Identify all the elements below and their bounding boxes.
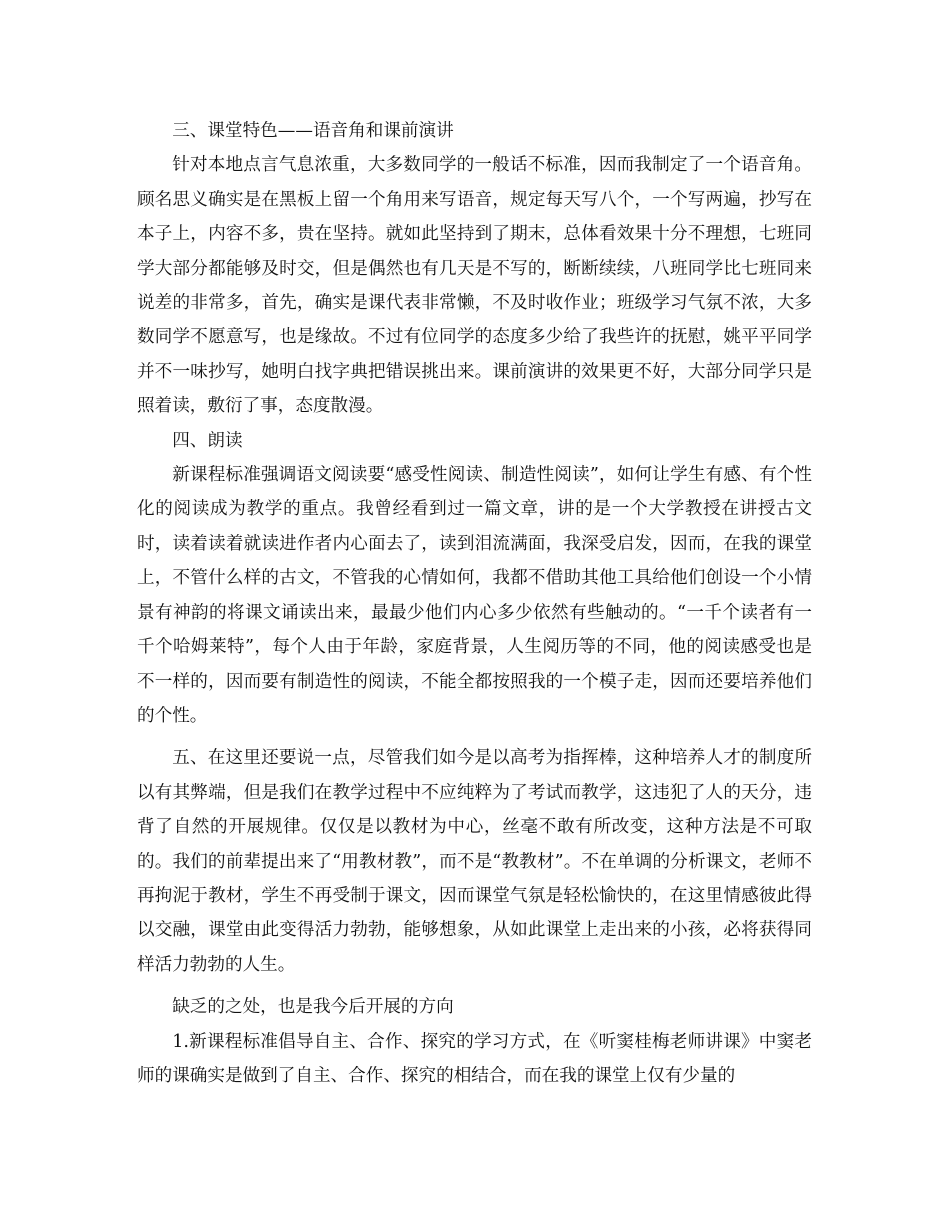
paragraph-item-1: 1.新课程标准倡导自主、合作、探究的学习方式，在《听窦桂梅老师讲课》中窦老师的课确实是做到了自主、合作、探究的相结合，而在我的课堂上仅有少量的 <box>137 1031 812 1086</box>
paragraph-section-5: 五、在这里还要说一点，尽管我们如今是以高考为指挥棒，这种培养人才的制度所以有其弊端，但是我们在教学过程中不应纯粹为了考试而教学，这违犯了人的天分，违背了自然的开展规律。仅仅是以教材为中心，丝毫不敢有所改变，这种方法是不可取的。我们的前辈提出来了“用教材教”，而不是“教教材”。不在单调的分析课文，老师不再拘泥于教材，学生不再受制于课文，因而课堂气氛是轻松愉快的，在这里情感彼此得以交融，课堂由此变得活力勃勃，能够想象，从如此课堂上走出来的小孩，必将获得同样活力勃勃的人生。 <box>137 748 812 975</box>
section-heading-4: 四、朗读 <box>172 430 243 451</box>
section-heading-3: 三、课堂特色——语音角和课前演讲 <box>172 121 454 141</box>
section-heading-shortcomings: 缺乏的之处，也是我今后开展的方向 <box>172 997 454 1018</box>
paragraph-reading: 新课程标准强调语文阅读要“感受性阅读、制造性阅读”，如何让学生有感、有个性化的阅读成为教学的重点。我曾经看到过一篇文章，讲的是一个大学教授在讲授古文时，读着读着就读进作者内心面去了，读到泪流满面，我深受启发，因而，在我的课堂上，不管什么样的古文，不管我的心情如何，我都不借助其他工具给他们创设一个小情景有神韵的将课文诵读出来，最最少他们内心多少依然有些触动的。“一千个读者有一千个哈姆莱特”，每个人由于年龄，家庭背景，人生阅历等的不同，他的阅读感受也是不一样的，因而要有制造性的阅读，不能全都按照我的一个模子走，因而还要培养他们的个性。 <box>137 465 812 726</box>
paragraph-pronunciation-corner: 针对本地点言气息浓重，大多数同学的一般话不标准，因而我制定了一个语音角。顾名思义确实是在黑板上留一个角用来写语音，规定每天写八个，一个写两遍，抄写在本子上，内容不多，贵在坚持。就如此坚持到了期末，总体看效果十分不理想，七班同学大部分都能够及时交，但是偶然也有几天是不写的，断断续续，八班同学比七班同来说差的非常多，首先，确实是课代表非常懒，不及时收作业；班级学习气氛不浓，大多数同学不愿意写，也是缘故。不过有位同学的态度多少给了我些许的抚慰，姚平平同学并不一味抄写，她明白找字典把错误挑出来。课前演讲的效果更不好，大部分同学只是照着读，敷衍了事，态度散漫。 <box>137 155 812 417</box>
